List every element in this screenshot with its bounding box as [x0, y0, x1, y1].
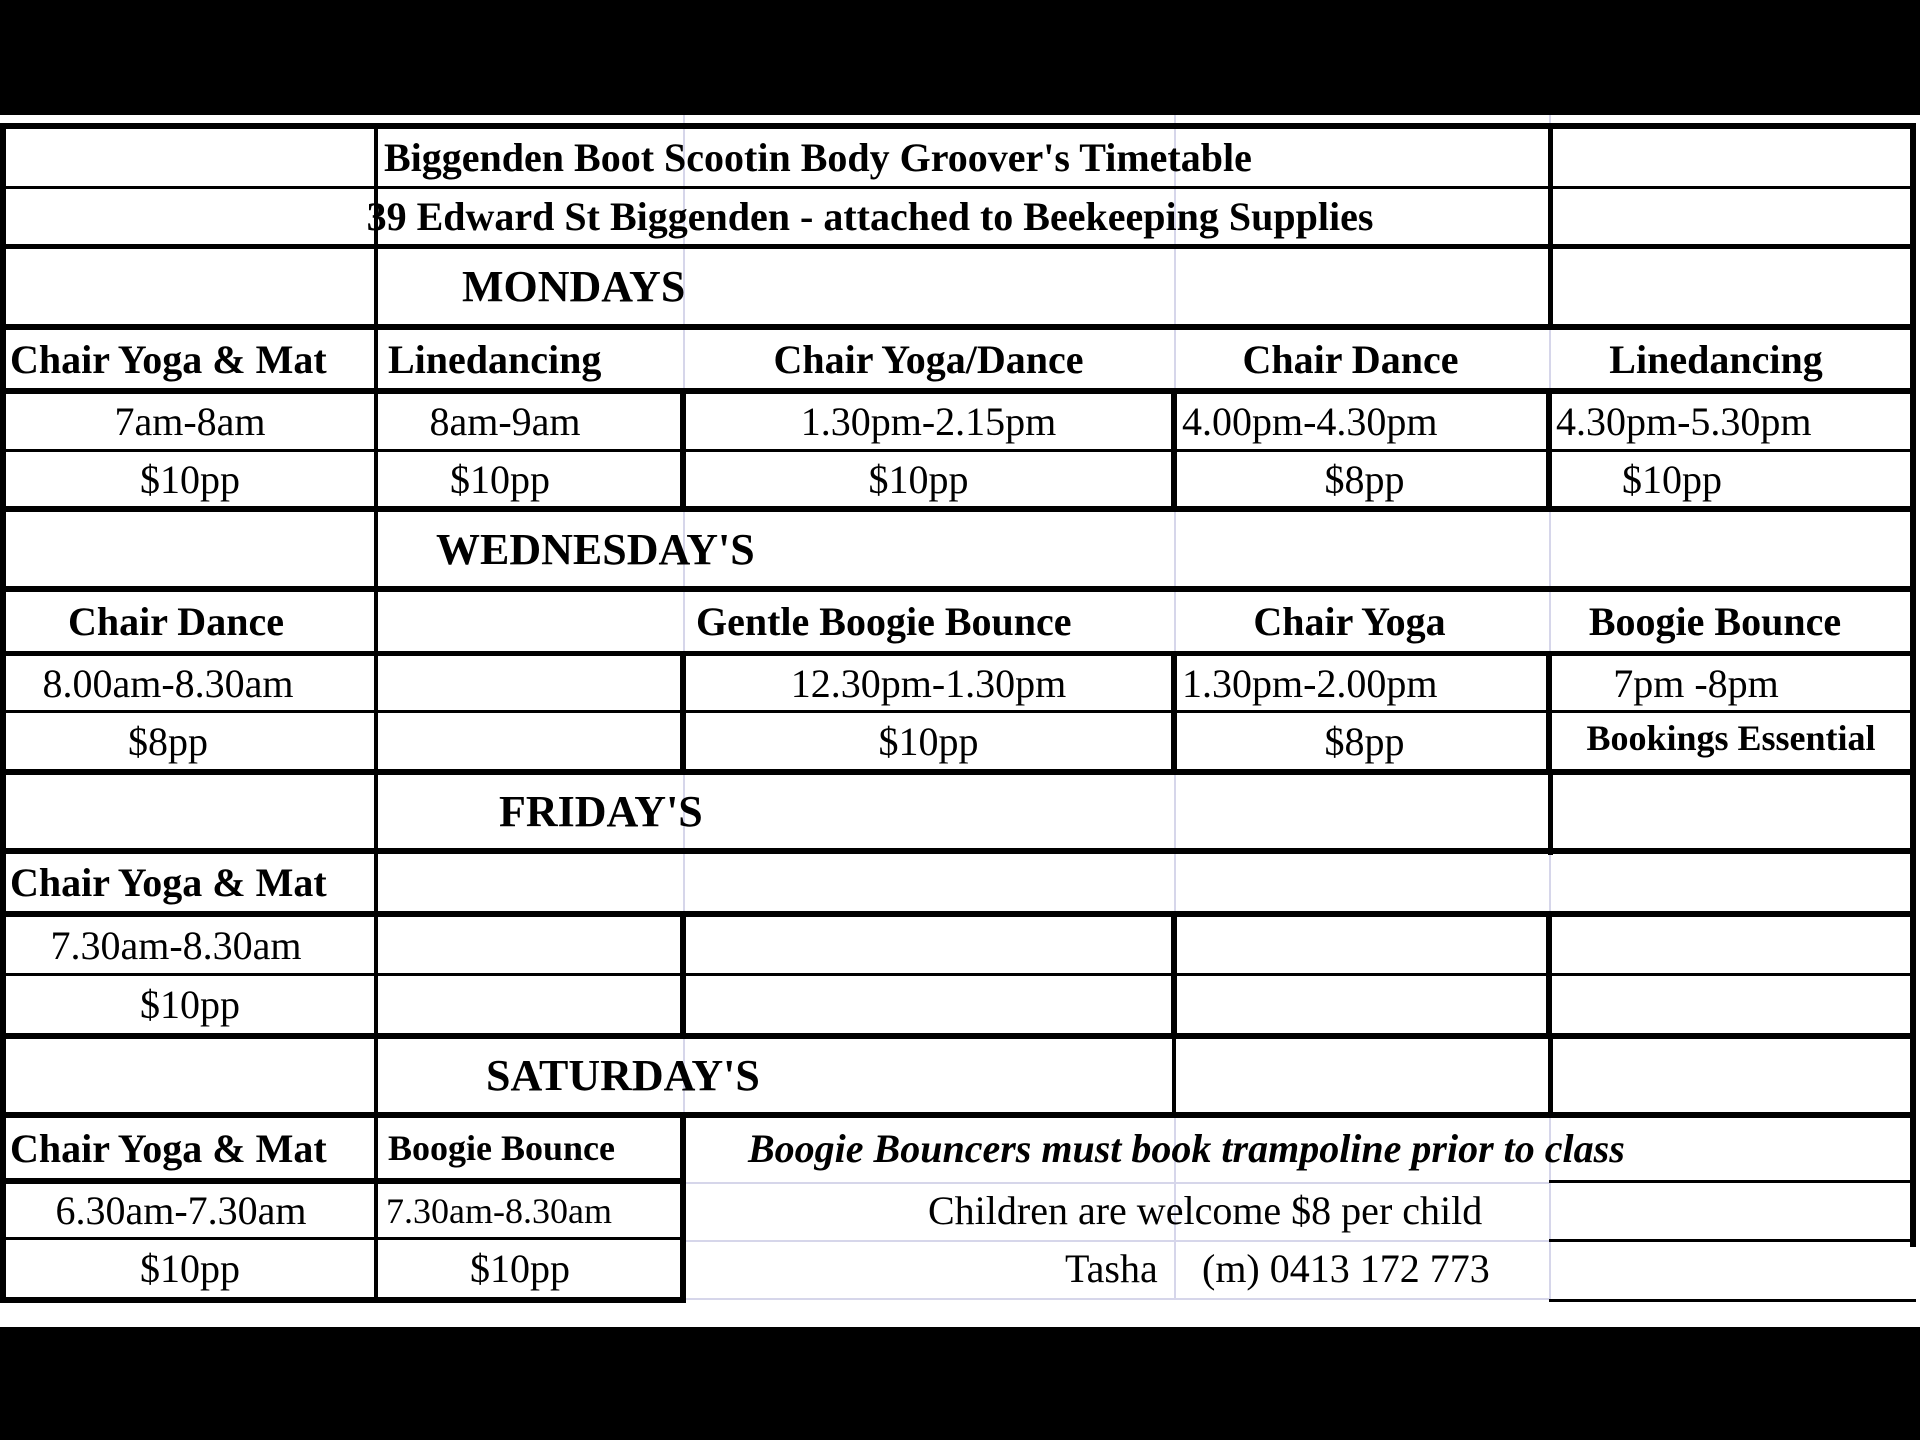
row-line: [0, 506, 1916, 512]
day-heading-saturday: SATURDAY'S: [486, 1051, 760, 1100]
class-price: $10pp: [470, 1246, 570, 1291]
children-note: Children are welcome $8 per child: [928, 1188, 1483, 1233]
class-price: $10pp: [450, 456, 550, 502]
col-line: [1171, 911, 1177, 1039]
class-name: Chair Dance: [68, 599, 284, 644]
col-line: [1548, 775, 1553, 855]
class-price: $10pp: [140, 1246, 240, 1291]
class-name: Linedancing: [1609, 336, 1823, 382]
row-line: [1549, 1239, 1916, 1242]
contact-phone: (m) 0413 172 773: [1202, 1246, 1490, 1291]
row-line: [1549, 1299, 1916, 1302]
class-time: 8am-9am: [429, 399, 581, 444]
class-time: 7pm -8pm: [1613, 660, 1779, 706]
class-name: Chair Yoga & Mat: [10, 336, 327, 382]
trampoline-note: Boogie Bouncers must book trampoline prior to class: [748, 1125, 1625, 1171]
booking-note: Bookings Essential: [1586, 718, 1876, 758]
contact-name: Tasha: [1065, 1246, 1158, 1291]
class-time: 8.00am-8.30am: [42, 660, 294, 706]
class-price: $10pp: [878, 718, 979, 764]
class-time: 4.30pm-5.30pm: [1556, 399, 1812, 444]
class-time: 4.00pm-4.30pm: [1182, 399, 1438, 444]
class-name: Boogie Bounce: [1588, 599, 1842, 644]
class-price: $10pp: [140, 982, 240, 1027]
class-price: $8pp: [128, 718, 208, 764]
day-heading-monday: MONDAYS: [462, 262, 686, 311]
class-name: Boogie Bounce: [388, 1128, 616, 1168]
col-line: [1548, 1039, 1553, 1118]
row-line: [0, 1297, 685, 1303]
border-right: [1910, 123, 1916, 1247]
class-name: Chair Yoga & Mat: [10, 860, 327, 905]
class-name: Chair Yoga: [1253, 599, 1446, 644]
class-time: 1.30pm-2.00pm: [1182, 660, 1438, 706]
class-name: Linedancing: [388, 336, 602, 382]
row-line: [0, 1033, 1916, 1039]
day-heading-wednesday: WEDNESDAY'S: [436, 524, 755, 574]
row-line: [0, 244, 1916, 249]
class-name: Chair Yoga & Mat: [10, 1125, 327, 1171]
class-price: $10pp: [868, 456, 969, 502]
col-line: [1172, 1039, 1176, 1118]
col-line: [1546, 911, 1552, 1039]
faint-gridline: [685, 1298, 1550, 1300]
class-time: 7.30am-8.30am: [386, 1190, 612, 1231]
class-name: Chair Dance: [1242, 336, 1459, 382]
class-time: 12.30pm-1.30pm: [790, 660, 1067, 706]
class-name: Gentle Boogie Bounce: [696, 599, 1072, 644]
page-subtitle: 39 Edward St Biggenden - attached to Beekeeping Supplies: [366, 194, 1374, 239]
class-name: Chair Yoga/Dance: [773, 336, 1084, 382]
class-time: 7am-8am: [114, 399, 266, 444]
class-price: $10pp: [140, 456, 240, 502]
class-time: 6.30am-7.30am: [55, 1188, 307, 1233]
class-time: 1.30pm-2.15pm: [800, 399, 1057, 444]
class-price: $10pp: [1622, 456, 1722, 502]
page-title: Biggenden Boot Scootin Body Groover's Timetable: [384, 135, 1252, 180]
timetable-sheet: [0, 115, 1920, 1327]
col-line: [680, 911, 686, 1039]
class-price: $8pp: [1324, 456, 1405, 502]
class-price: $8pp: [1324, 718, 1405, 764]
row-line: [0, 769, 1916, 775]
row-line: [1549, 1180, 1916, 1183]
class-time: 7.30am-8.30am: [50, 922, 302, 968]
day-heading-friday: FRIDAY'S: [499, 787, 703, 836]
